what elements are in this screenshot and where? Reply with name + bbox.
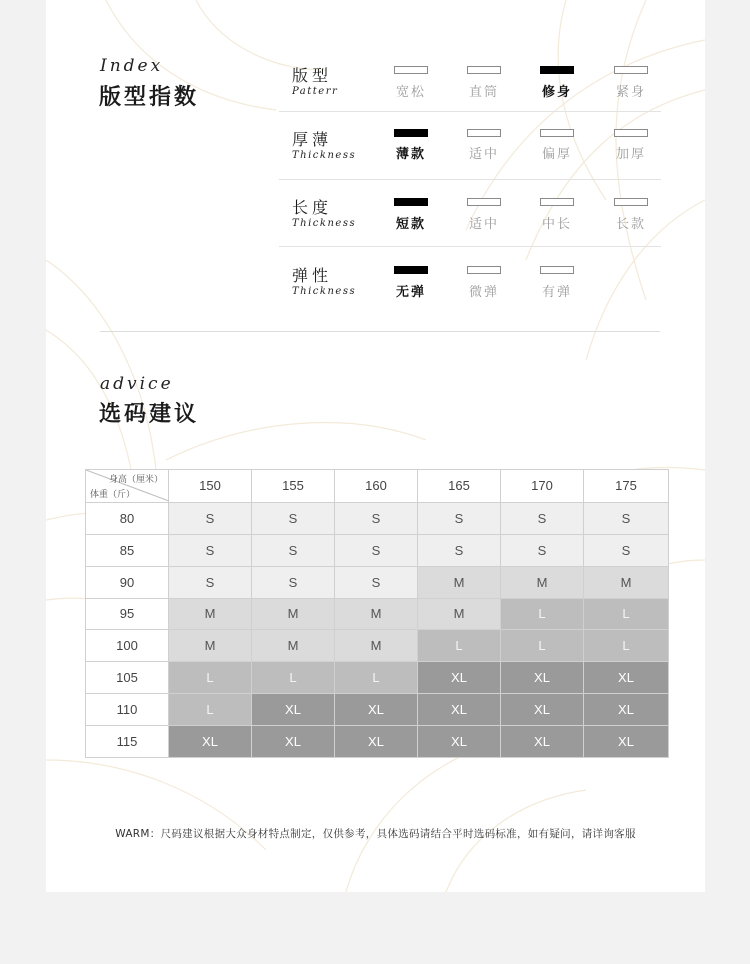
length-option-mid-long: 中长 (541, 217, 572, 232)
size-cell: XL (418, 662, 501, 694)
divider (279, 111, 661, 112)
size-cell: S (252, 534, 335, 566)
size-cell: S (501, 534, 584, 566)
size-cell: L (335, 662, 418, 694)
fit-indicator-loose (394, 66, 428, 74)
size-cell: S (252, 502, 335, 534)
weight-cell: 110 (86, 694, 169, 726)
leaf-background-pattern (46, 0, 705, 892)
size-cell: S (584, 502, 669, 534)
attr-label-elasticity: 弹性 (292, 266, 333, 285)
advice-en-title: advice (100, 374, 174, 394)
size-cell: XL (501, 662, 584, 694)
weight-cell: 80 (86, 502, 169, 534)
size-cell: XL (501, 726, 584, 758)
size-cell: M (584, 566, 669, 598)
size-cell: XL (584, 726, 669, 758)
size-cell: L (418, 630, 501, 662)
divider (279, 246, 661, 247)
attr-label-thickness-en: Thickness (292, 150, 357, 161)
table-row (86, 662, 669, 694)
elasticity-indicator-stretch (540, 266, 574, 274)
size-cell: S (252, 566, 335, 598)
size-cell: L (584, 630, 669, 662)
length-indicator-regular (467, 198, 501, 206)
height-header-cell: 160 (335, 470, 418, 503)
size-cell: L (169, 662, 252, 694)
size-cell: M (418, 598, 501, 630)
elasticity-option-none: 无弹 (395, 285, 426, 300)
attr-label-length: 长度 (292, 198, 333, 217)
thickness-option-thin: 薄款 (395, 147, 426, 162)
table-row (86, 502, 669, 534)
table-row (86, 598, 669, 630)
size-cell: L (252, 662, 335, 694)
size-cell: XL (252, 694, 335, 726)
size-cell: L (584, 598, 669, 630)
size-cell: S (169, 566, 252, 598)
length-indicator-short (394, 198, 428, 206)
length-indicator-long (614, 198, 648, 206)
attr-label-length-en: Thickness (292, 218, 357, 229)
size-cell: L (169, 694, 252, 726)
advice-cn-title: 选码建议 (99, 402, 200, 427)
size-cell: M (335, 630, 418, 662)
attr-label-thickness: 厚薄 (292, 130, 333, 149)
index-en-title: Index (100, 56, 164, 76)
fit-option-tight: 紧身 (615, 85, 646, 100)
size-cell: XL (418, 726, 501, 758)
size-cell: M (418, 566, 501, 598)
section-divider (100, 331, 660, 332)
table-body (86, 502, 669, 757)
table-row (86, 726, 669, 758)
fit-option-loose: 宽松 (395, 85, 426, 100)
attr-label-elasticity-en: Thickness (292, 286, 357, 297)
size-cell: XL (418, 694, 501, 726)
fit-option-straight: 直筒 (468, 85, 499, 100)
weight-cell: 95 (86, 598, 169, 630)
index-cn-title: 版型指数 (99, 85, 200, 110)
size-cell: XL (169, 726, 252, 758)
weight-cell: 85 (86, 534, 169, 566)
length-option-long: 长款 (615, 217, 646, 232)
size-guide-card (46, 0, 705, 892)
table-corner-cell (86, 470, 169, 503)
weight-cell: 90 (86, 566, 169, 598)
height-header-cell: 155 (252, 470, 335, 503)
weight-cell: 105 (86, 662, 169, 694)
table-row (86, 534, 669, 566)
thickness-indicator-medium (467, 129, 501, 137)
size-cell: XL (584, 694, 669, 726)
size-cell: S (335, 566, 418, 598)
elasticity-option-stretch: 有弹 (541, 285, 572, 300)
size-cell: M (501, 566, 584, 598)
height-axis-label: 身高（厘米） (108, 474, 163, 484)
elasticity-indicator-none (394, 266, 428, 274)
size-cell: XL (335, 694, 418, 726)
fit-indicator-tight (614, 66, 648, 74)
size-cell: S (169, 534, 252, 566)
size-recommendation-table (85, 469, 669, 758)
thickness-indicator-extra-thick (614, 129, 648, 137)
table-row (86, 630, 669, 662)
size-cell: XL (252, 726, 335, 758)
height-header-cell: 170 (501, 470, 584, 503)
thickness-indicator-thick (540, 129, 574, 137)
size-cell: S (335, 534, 418, 566)
size-cell: M (169, 598, 252, 630)
size-cell: XL (501, 694, 584, 726)
thickness-option-medium: 适中 (468, 147, 499, 162)
thickness-option-extra-thick: 加厚 (615, 147, 646, 162)
attr-label-fit-en: Patterr (292, 86, 339, 97)
thickness-option-thick: 偏厚 (541, 147, 572, 162)
elasticity-indicator-slight (467, 266, 501, 274)
thickness-indicator-thin (394, 129, 428, 137)
size-cell: S (418, 534, 501, 566)
height-header-cell: 150 (169, 470, 252, 503)
attr-label-fit: 版型 (292, 66, 333, 85)
size-cell: S (501, 502, 584, 534)
fit-indicator-slim (540, 66, 574, 74)
size-cell: S (584, 534, 669, 566)
size-cell: S (169, 502, 252, 534)
table-row (86, 694, 669, 726)
height-header-cell: 165 (418, 470, 501, 503)
size-cell: S (418, 502, 501, 534)
size-cell: XL (335, 726, 418, 758)
size-cell: M (169, 630, 252, 662)
length-option-regular: 适中 (468, 217, 499, 232)
height-header-cell: 175 (584, 470, 669, 503)
size-cell: L (501, 598, 584, 630)
fit-option-slim: 修身 (541, 85, 572, 100)
elasticity-option-slight: 微弹 (468, 285, 499, 300)
size-cell: XL (584, 662, 669, 694)
size-cell: S (335, 502, 418, 534)
size-cell: M (335, 598, 418, 630)
length-option-short: 短款 (395, 217, 426, 232)
fit-indicator-straight (467, 66, 501, 74)
size-cell: L (501, 630, 584, 662)
weight-cell: 100 (86, 630, 169, 662)
weight-axis-label: 体重（斤） (90, 488, 136, 499)
table-row (86, 566, 669, 598)
size-cell: M (252, 630, 335, 662)
size-cell: M (252, 598, 335, 630)
table-header-row (86, 470, 669, 503)
warm-note: WARM：尺码建议根据大众身材特点制定，仅供参考，具体选码请结合平时选码标准，如有疑问，请详询客服 (115, 828, 636, 840)
length-indicator-mid-long (540, 198, 574, 206)
weight-cell: 115 (86, 726, 169, 758)
divider (279, 179, 661, 180)
